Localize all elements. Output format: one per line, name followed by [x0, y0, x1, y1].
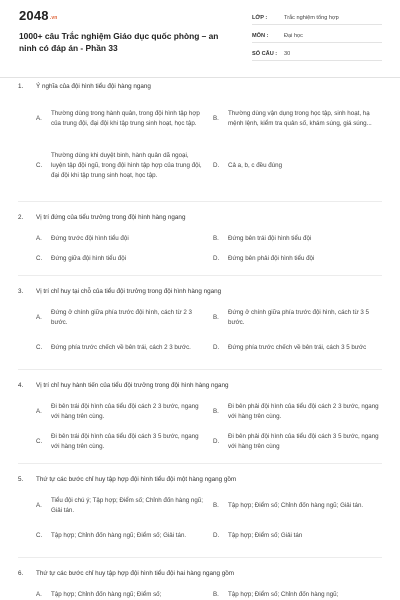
option-a[interactable] [36, 397, 205, 427]
document-meta [252, 9, 382, 63]
question-item [0, 558, 400, 600]
option-b[interactable] [213, 303, 382, 333]
document-title: 1000+ câu Trắc nghiệm Giáo dục quốc phòng – an ninh có đáp án - Phần 33 [19, 31, 219, 53]
option-grid [18, 585, 382, 600]
option-letter: B. [213, 115, 219, 122]
option-letter: D. [213, 532, 220, 539]
question-text [18, 284, 382, 298]
question-number: 3. [18, 287, 24, 295]
option-text: Đứng bên trái đội hình tiểu đội [228, 235, 312, 242]
question-number: 5. [18, 475, 24, 483]
option-letter: C. [36, 344, 43, 351]
meta-label: LỚP : [252, 15, 268, 21]
option-d[interactable] [213, 521, 382, 551]
option-letter: C. [36, 162, 43, 169]
question-number: 4. [18, 381, 24, 389]
option-c[interactable] [36, 521, 205, 551]
option-a[interactable] [36, 229, 205, 249]
option-letter: A. [36, 235, 42, 242]
option-grid [18, 303, 382, 363]
question-text [18, 79, 382, 93]
question-item [0, 78, 400, 192]
question-body: Thứ tự các bước chỉ huy tập hợp đội hình tiểu đội một hàng ngang gồm [36, 475, 237, 483]
question-text [18, 472, 382, 486]
option-text: Cả a, b, c đều đúng [228, 162, 283, 169]
option-letter: B. [213, 591, 219, 598]
meta-label: SỐ CÂU : [252, 51, 278, 57]
question-item [0, 276, 400, 363]
question-body: Thứ tự các bước chỉ huy tập hợp đội hình tiểu đội hai hàng ngang gồm [36, 569, 235, 577]
option-letter: C. [36, 532, 43, 539]
question-body: Vị trí đứng của tiểu trưởng trong đội hình hàng ngang [36, 213, 186, 221]
option-letter: D. [213, 162, 220, 169]
option-c[interactable] [36, 333, 205, 363]
option-grid [18, 491, 382, 551]
question-text [18, 210, 382, 224]
option-text: Tập hợp; Chỉnh đốn hàng ngũ; Điểm số; [51, 591, 162, 598]
logo-suffix: .vn [49, 15, 58, 21]
option-b[interactable] [213, 98, 382, 140]
option-c[interactable] [36, 427, 205, 457]
option-text: Thường dùng vận dụng trong học tập, sinh hoạt, hạ mệnh lệnh, kiểm tra quân số, khám súng, giá súng... [228, 110, 372, 127]
option-letter: B. [213, 235, 219, 242]
meta-value: 30 [284, 51, 291, 57]
option-letter: A. [36, 591, 42, 598]
option-grid [18, 98, 382, 192]
question-body: Vị trí chỉ huy tại chỗ của tiểu đội trưởng trong đội hình hàng ngang [36, 287, 222, 295]
option-letter: D. [213, 255, 220, 262]
option-text: Đứng bên phải đội hình tiểu đội [228, 255, 315, 262]
option-letter: C. [36, 438, 43, 445]
option-text: Đi bên trái đội hình của tiểu đội cách 2 3 bước, ngang với hàng trên cùng. [51, 403, 199, 420]
meta-row-class [252, 9, 382, 25]
option-letter: B. [213, 314, 219, 321]
question-body: Ý nghĩa của đội hình tiểu đội hàng ngang [36, 82, 151, 90]
question-body: Vị trí chỉ huy hành tiến của tiểu đội trưởng trong đội hình hàng ngang [36, 381, 229, 389]
meta-value: Trắc nghiệm tổng hợp [284, 15, 339, 21]
question-number: 2. [18, 213, 24, 221]
option-c[interactable] [36, 140, 205, 192]
meta-row-subject [252, 27, 382, 43]
option-text: Thường dùng khi duyệt binh, hành quân dã ngoại, luyện tập đội ngũ, trong đội hình tập hợp của trung đội, đại đội khi tập trung sinh hoạt, học tập. [51, 152, 202, 179]
option-text: Đi bên phải đội hình của tiểu đội cách 3 5 bước, ngang với hàng trên cùng [228, 433, 379, 450]
option-a[interactable] [36, 98, 205, 140]
question-list [0, 78, 400, 600]
document-header [0, 0, 400, 78]
question-text [18, 566, 382, 580]
option-letter: B. [213, 502, 219, 509]
option-a[interactable] [36, 303, 205, 333]
option-text: Đứng giữa đội hình tiểu đội [51, 255, 127, 262]
option-letter: D. [213, 438, 220, 445]
option-b[interactable] [213, 397, 382, 427]
option-text: Tiểu đội chú ý; Tập hợp; Điểm số; Chỉnh đốn hàng ngũ; Giải tán. [51, 497, 203, 514]
option-letter: B. [213, 408, 219, 415]
option-text: Đi bên trái đội hình của tiểu đội cách 3 5 bước, ngang với hàng trên cùng. [51, 433, 199, 450]
option-c[interactable] [36, 249, 205, 269]
option-text: Đứng ở chính giữa phía trước đội hình, cách từ 3 5 bước. [228, 309, 369, 326]
option-text: Đứng phía trước chếch về bên trái, cách 3 5 bước [228, 344, 367, 351]
option-text: Tập hợp; Điểm số; Giải tán [228, 532, 303, 539]
option-d[interactable] [213, 427, 382, 457]
option-a[interactable] [36, 585, 205, 600]
option-grid [18, 229, 382, 269]
question-number: 1. [18, 82, 24, 90]
option-text: Đứng phía trước chếch về bên trái, cách 2 3 bước. [51, 344, 191, 351]
option-letter: A. [36, 115, 42, 122]
option-grid [18, 397, 382, 457]
option-b[interactable] [213, 585, 382, 600]
option-text: Tập hợp; Chỉnh đốn hàng ngũ; Điểm số; Giải tán. [51, 532, 187, 539]
option-text: Thường dùng trong hành quân, trong đội hình tập hợp của trung đội, đại đội khi tập trung sinh hoạt, học tập. [51, 110, 200, 127]
option-letter: A. [36, 502, 42, 509]
option-b[interactable] [213, 229, 382, 249]
option-d[interactable] [213, 140, 382, 192]
meta-label: MÔN : [252, 33, 269, 39]
option-letter: A. [36, 408, 42, 415]
option-letter: C. [36, 255, 43, 262]
option-text: Đứng ở chính giữa phía trước đội hình, cách từ 2 3 bước. [51, 309, 192, 326]
option-letter: A. [36, 314, 42, 321]
meta-row-count [252, 45, 382, 61]
option-text: Tập hợp; Điểm số; Chỉnh đốn hàng ngũ; [228, 591, 339, 598]
question-item [0, 202, 400, 269]
site-logo[interactable] [19, 8, 58, 23]
logo-text: 2048 [19, 8, 49, 23]
option-text: Đi bên phải đội hình của tiểu đội cách 2 3 bước, ngang với hàng trên cùng. [228, 403, 379, 420]
option-text: Tập hợp; Điểm số; Chỉnh đốn hàng ngũ; Giải tán. [228, 502, 364, 509]
option-letter: D. [213, 344, 220, 351]
option-b[interactable] [213, 491, 382, 521]
question-item [0, 370, 400, 457]
option-d[interactable] [213, 333, 382, 363]
option-text: Đứng trước đội hình tiểu đội [51, 235, 129, 242]
option-a[interactable] [36, 491, 205, 521]
question-item [0, 464, 400, 551]
option-d[interactable] [213, 249, 382, 269]
question-text [18, 378, 382, 392]
question-number: 6. [18, 569, 24, 577]
meta-value: Đại học [284, 33, 303, 39]
